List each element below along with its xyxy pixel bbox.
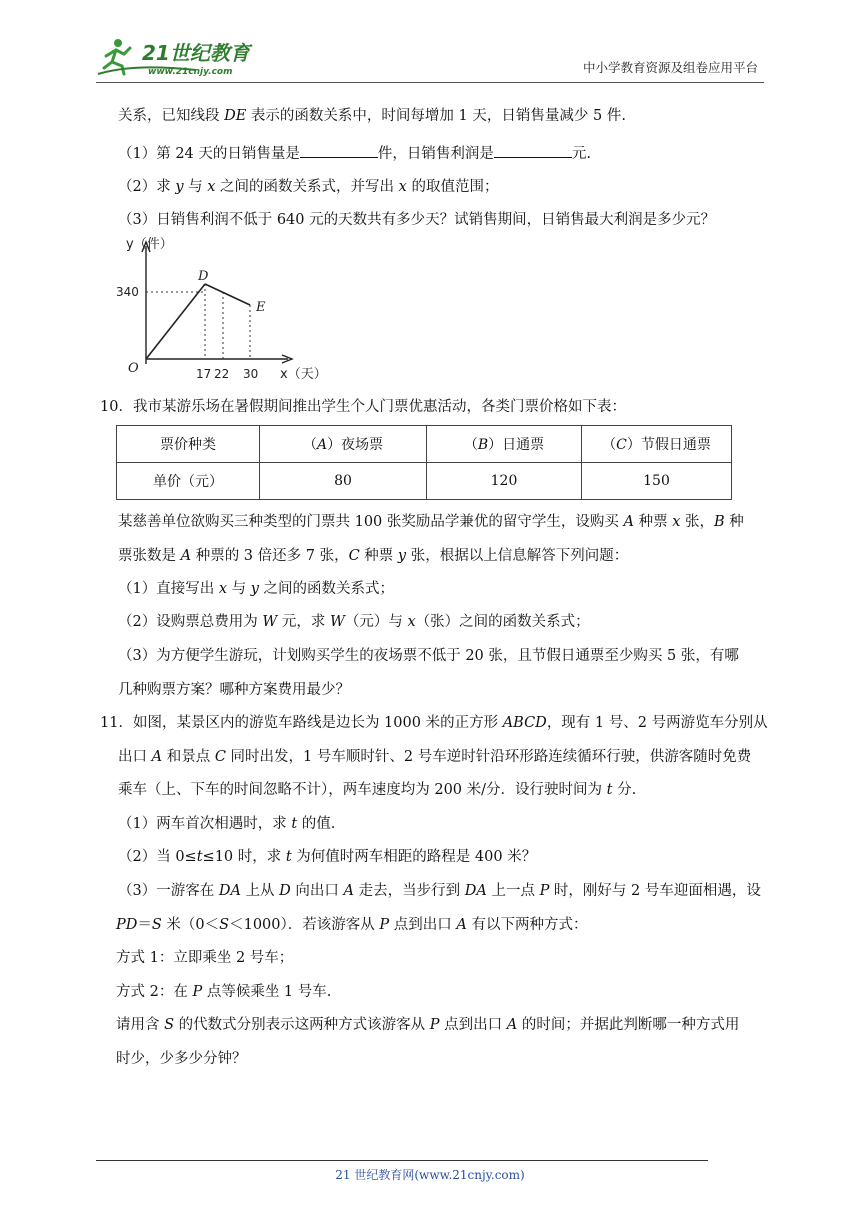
q11-method1: 方式 1：立即乘坐 2 号车； xyxy=(116,950,294,966)
text: 11．如图，某景区内的游览车路线是边长为 1000 米的正方形 xyxy=(100,715,503,731)
site-logo xyxy=(96,36,266,78)
footer-divider xyxy=(96,1160,708,1161)
q10-intro: 10．我市某游乐场在暑假期间推出学生个人门票优惠活动，各类门票价格如下表： xyxy=(100,399,626,415)
text: （2）求 xyxy=(118,179,176,195)
q11-final-line1 xyxy=(116,1015,739,1035)
table-cell: 120 xyxy=(427,463,582,500)
text: 张，根据以上信息解答下列问题： xyxy=(406,548,629,564)
math-var: A xyxy=(316,437,328,453)
math-var: y xyxy=(397,548,407,564)
text: ＜1000）．若该游客从 xyxy=(229,917,380,933)
table-cell xyxy=(260,426,427,463)
y-axis-label: y（件） xyxy=(126,237,173,252)
q10-part1 xyxy=(118,579,394,599)
math-var: A xyxy=(506,1017,518,1033)
math-var: A xyxy=(343,883,355,899)
math-var: B xyxy=(477,437,489,453)
math-var: P xyxy=(379,917,390,933)
text: 与 xyxy=(227,581,251,597)
text: （1）第 24 天的日销售量是 xyxy=(118,146,300,162)
answer-blank xyxy=(300,143,378,158)
text: 乘车（上、下车的时间忽略不计），两车速度均为 200 米/分．设行驶时间为 xyxy=(118,782,607,798)
table-cell xyxy=(582,426,732,463)
text: 的值. xyxy=(297,816,336,832)
text: ＝ xyxy=(137,917,152,933)
math-var: DA xyxy=(218,883,241,899)
point-d-label: D xyxy=(198,269,209,284)
text: （元）与 xyxy=(344,614,408,630)
math-var: C xyxy=(348,548,360,564)
text: （2）设购票总费用为 xyxy=(118,614,263,630)
q10-line2 xyxy=(118,546,628,566)
q11-part1 xyxy=(118,814,335,834)
table-cell: 票价种类 xyxy=(117,426,260,463)
math-var: DA xyxy=(464,883,487,899)
text: 张， xyxy=(680,514,715,530)
x-tick-17: 17 xyxy=(196,367,212,381)
table-cell xyxy=(427,426,582,463)
x-tick-30: 30 xyxy=(243,367,259,381)
text: 的取值范围； xyxy=(406,179,499,195)
math-var: PD xyxy=(116,917,138,933)
math-var: A xyxy=(623,514,634,530)
q10-part3-line1: （3）为方便学生游玩，计划购买学生的夜场票不低于 20 张，且节假日通票至少购买 5 张，有哪 xyxy=(118,648,739,664)
text: 走去，当步行到 xyxy=(354,883,465,899)
table-cell: 单价（元） xyxy=(117,463,260,500)
text: 表示的函数关系中，时间每增加 1 天，日销售量减少 5 件. xyxy=(246,108,626,124)
math-var: x xyxy=(218,581,228,597)
math-var: t xyxy=(606,782,613,798)
q11-line3 xyxy=(118,780,636,800)
math-var: x xyxy=(398,179,407,195)
text: 方式 2：在 xyxy=(116,984,193,1000)
math-var: ABCD xyxy=(502,715,547,731)
text: 种票 xyxy=(634,514,673,530)
page-header xyxy=(96,36,764,83)
header-platform-name: 中小学教育资源及组卷应用平台 xyxy=(582,60,758,75)
math-var: y xyxy=(250,581,259,597)
text: 与 xyxy=(183,179,208,195)
text: 关系，已知线段 xyxy=(118,108,225,124)
logo-url: www.21cnjy.com xyxy=(148,67,233,77)
text: （ xyxy=(602,437,617,453)
math-var: S xyxy=(151,917,162,933)
text: ≤10 时，求 xyxy=(202,849,286,865)
footer-link[interactable]: 21 世纪教育网(www.21cnjy.com) xyxy=(335,1168,525,1182)
q10-part3-line2: 几种购票方案？哪种方案费用最少？ xyxy=(118,682,350,698)
text: （1）两车首次相遇时，求 xyxy=(118,816,292,832)
text: （3）一游客在 xyxy=(118,883,219,899)
q10-part2 xyxy=(118,612,590,632)
text: 点等候乘坐 1 号车. xyxy=(202,984,332,1000)
math-var: t xyxy=(196,849,203,865)
text: 上从 xyxy=(240,883,280,899)
q9-intro xyxy=(118,106,626,126)
text: 种票 xyxy=(359,548,398,564)
origin-label: O xyxy=(128,361,139,376)
logo-title: 21世纪教育 xyxy=(142,41,250,65)
table-cell: 80 xyxy=(260,463,427,500)
text: 点到出口 xyxy=(389,917,457,933)
text: ）日通票 xyxy=(488,437,545,453)
q9-part3: （3）日销售利润不低于 640 元的天数共有多少天？试销售期间，日销售最大利润是多少元？ xyxy=(118,212,716,228)
math-var: y xyxy=(175,179,184,195)
text: 米（0＜ xyxy=(161,917,220,933)
text: （ xyxy=(302,437,317,453)
math-var: C xyxy=(616,437,627,453)
math-var: A xyxy=(456,917,467,933)
math-var: P xyxy=(539,883,550,899)
text: 件，日销售利润是 xyxy=(377,146,494,162)
text: （2）当 0≤ xyxy=(118,849,197,865)
q11-line2 xyxy=(118,747,751,767)
segment-od xyxy=(146,284,205,359)
math-var: P xyxy=(429,1017,440,1033)
text: 向出口 xyxy=(290,883,344,899)
y-tick-340: 340 xyxy=(116,285,139,299)
text: （张）之间的函数关系式； xyxy=(415,614,590,630)
math-var: t xyxy=(285,849,292,865)
math-var: W xyxy=(329,614,345,630)
table-row xyxy=(117,463,732,500)
text: （ xyxy=(463,437,478,453)
text: （1）直接写出 xyxy=(118,581,219,597)
text: 之间的函数关系式，并写出 xyxy=(215,179,399,195)
text: 票张数是 xyxy=(118,548,181,564)
math-var: A xyxy=(151,749,163,765)
math-var: x xyxy=(672,514,681,530)
function-graph xyxy=(116,232,327,384)
math-var: DE xyxy=(224,108,247,124)
text: 时，刚好与 2 号车迎面相遇，设 xyxy=(549,883,761,899)
text: 种 xyxy=(724,514,744,530)
q11-part2 xyxy=(118,847,536,867)
text: 的代数式分别表示这两种方式该游客从 xyxy=(174,1017,430,1033)
math-var: P xyxy=(192,984,203,1000)
x-axis-label: x（天） xyxy=(280,367,327,382)
q11-final-line2: 时少，少多少分钟？ xyxy=(116,1051,247,1067)
math-var: D xyxy=(279,883,291,899)
q11-part3-line1 xyxy=(118,881,761,901)
math-var: S xyxy=(219,917,230,933)
math-var: W xyxy=(262,614,278,630)
q11-line1 xyxy=(100,713,768,733)
q11-part3-line2 xyxy=(116,915,587,935)
q9-part1 xyxy=(118,143,591,164)
table-cell: 150 xyxy=(582,463,732,500)
text: 请用含 xyxy=(116,1017,165,1033)
math-var: C xyxy=(214,749,226,765)
math-var: S xyxy=(164,1017,175,1033)
answer-blank xyxy=(494,143,572,158)
text: 分. xyxy=(612,782,637,798)
text: 同时出发，1 号车顺时针、2 号车逆时针沿环形路连续循环行驶，供游客随时免费 xyxy=(225,749,752,765)
text: ）夜场票 xyxy=(327,437,384,453)
text: ）节假日通票 xyxy=(626,437,711,453)
text: 和景点 xyxy=(162,749,215,765)
q9-part2 xyxy=(118,177,498,197)
text: 的时间；并据此判断哪一种方式用 xyxy=(517,1017,740,1033)
q11-method2 xyxy=(116,982,331,1002)
q10-line1 xyxy=(118,512,744,532)
text: 出口 xyxy=(118,749,152,765)
text: 某慈善单位欲购买三种类型的门票共 100 张奖励品学兼优的留守学生，设购买 xyxy=(118,514,624,530)
ticket-price-table xyxy=(116,425,732,500)
text: ，现有 1 号、2 号两游览车分别从 xyxy=(546,715,768,731)
point-e-label: E xyxy=(256,300,266,315)
text: 点到出口 xyxy=(439,1017,507,1033)
text: 之间的函数关系式； xyxy=(258,581,395,597)
text: 上一点 xyxy=(486,883,540,899)
segment-de xyxy=(205,284,250,305)
text: 元，求 xyxy=(277,614,330,630)
math-var: A xyxy=(180,548,192,564)
math-var: x xyxy=(407,614,416,630)
text: 种票的 3 倍还多 7 张， xyxy=(191,548,349,564)
math-var: t xyxy=(291,816,298,832)
text: 元. xyxy=(571,146,592,162)
math-var: B xyxy=(714,514,725,530)
x-tick-22: 22 xyxy=(214,367,230,381)
text: 为何值时两车相距的路程是 400 米？ xyxy=(291,849,537,865)
table-row xyxy=(117,426,732,463)
math-var: x xyxy=(207,179,216,195)
text: 有以下两种方式： xyxy=(466,917,588,933)
